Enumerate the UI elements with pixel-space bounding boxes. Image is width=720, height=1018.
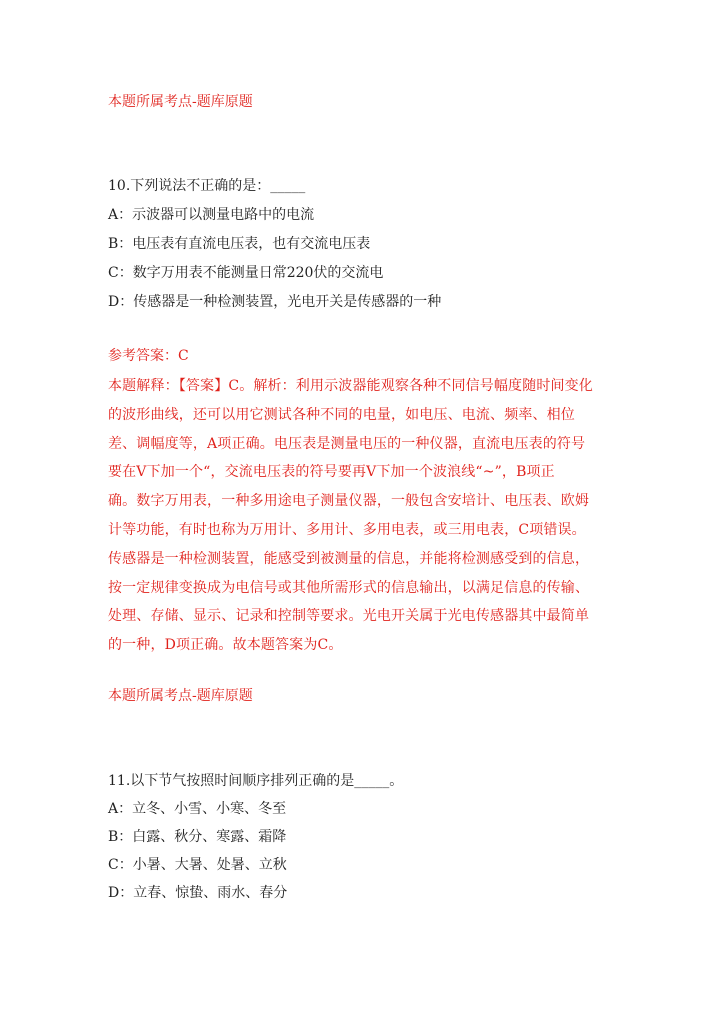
explanation-line: 差、调幅度等，A项正确。电压表是测量电压的一种仪器，直流电压表的符号 [108,435,586,452]
source-label-q10: 本题所属考点-题库原题 [108,688,253,704]
question-11-option-d: D：立春、惊蛰、雨水、春分 [108,885,288,901]
explanation-line: 本题解释：【答案】C。解析：利用示波器能观察各种不同信号幅度随时间变化 [108,378,593,394]
explanation-line: 传感器是一种检测装置，能感受到被测量的信息，并能将检测感受到的信息， [108,550,590,567]
explanation-line: 要在V下加一个“，交流电压表的符号要再V下加一个波浪线“~”，B项正 [108,464,555,481]
question-11-option-b: B：白露、秋分、寒露、霜降 [108,829,287,845]
explanation-line: 按一定规律变换成为电信号或其他所需形式的信息输出，以满足信息的传输、 [108,579,590,596]
question-10-option-a: A：示波器可以测量电路中的电流 [108,207,315,223]
question-11-option-c: C：小暑、大暑、处暑、立秋 [108,857,287,873]
question-10-option-d: D：传感器是一种检测装置，光电开关是传感器的一种 [108,294,442,310]
question-10-explanation [108,372,608,660]
question-10-option-c: C：数字万用表不能测量日常220伏的交流电 [108,265,384,281]
question-10-stem: 10.下列说法不正确的是：_____ [108,178,306,194]
explanation-line: 确。数字万用表，一种多用途电子测量仪器，一般包含安培计、电压表、欧姆 [108,493,590,510]
question-11-option-a: A：立冬、小雪、小寒、冬至 [108,801,287,817]
explanation-line: 的一种，D项正确。故本题答案为C。 [108,637,343,654]
question-11-stem: 11.以下节气按照时间顺序排列正确的是_____。 [108,773,404,789]
explanation-line: 处理、存储、显示、记录和控制等要求。光电开关属于光电传感器其中最简单 [108,608,590,625]
explanation-line: 的波形曲线，还可以用它测试各种不同的电量，如电压、电流、频率、相位 [108,406,575,423]
question-10-answer: 参考答案：C [108,348,189,364]
question-10-option-b: B：电压表有直流电压表，也有交流电压表 [108,236,371,252]
source-label-top: 本题所属考点-题库原题 [108,94,253,110]
explanation-line: 计等功能，有时也称为万用计、多用计、多用电表，或三用电表，C项错误。 [108,521,586,538]
